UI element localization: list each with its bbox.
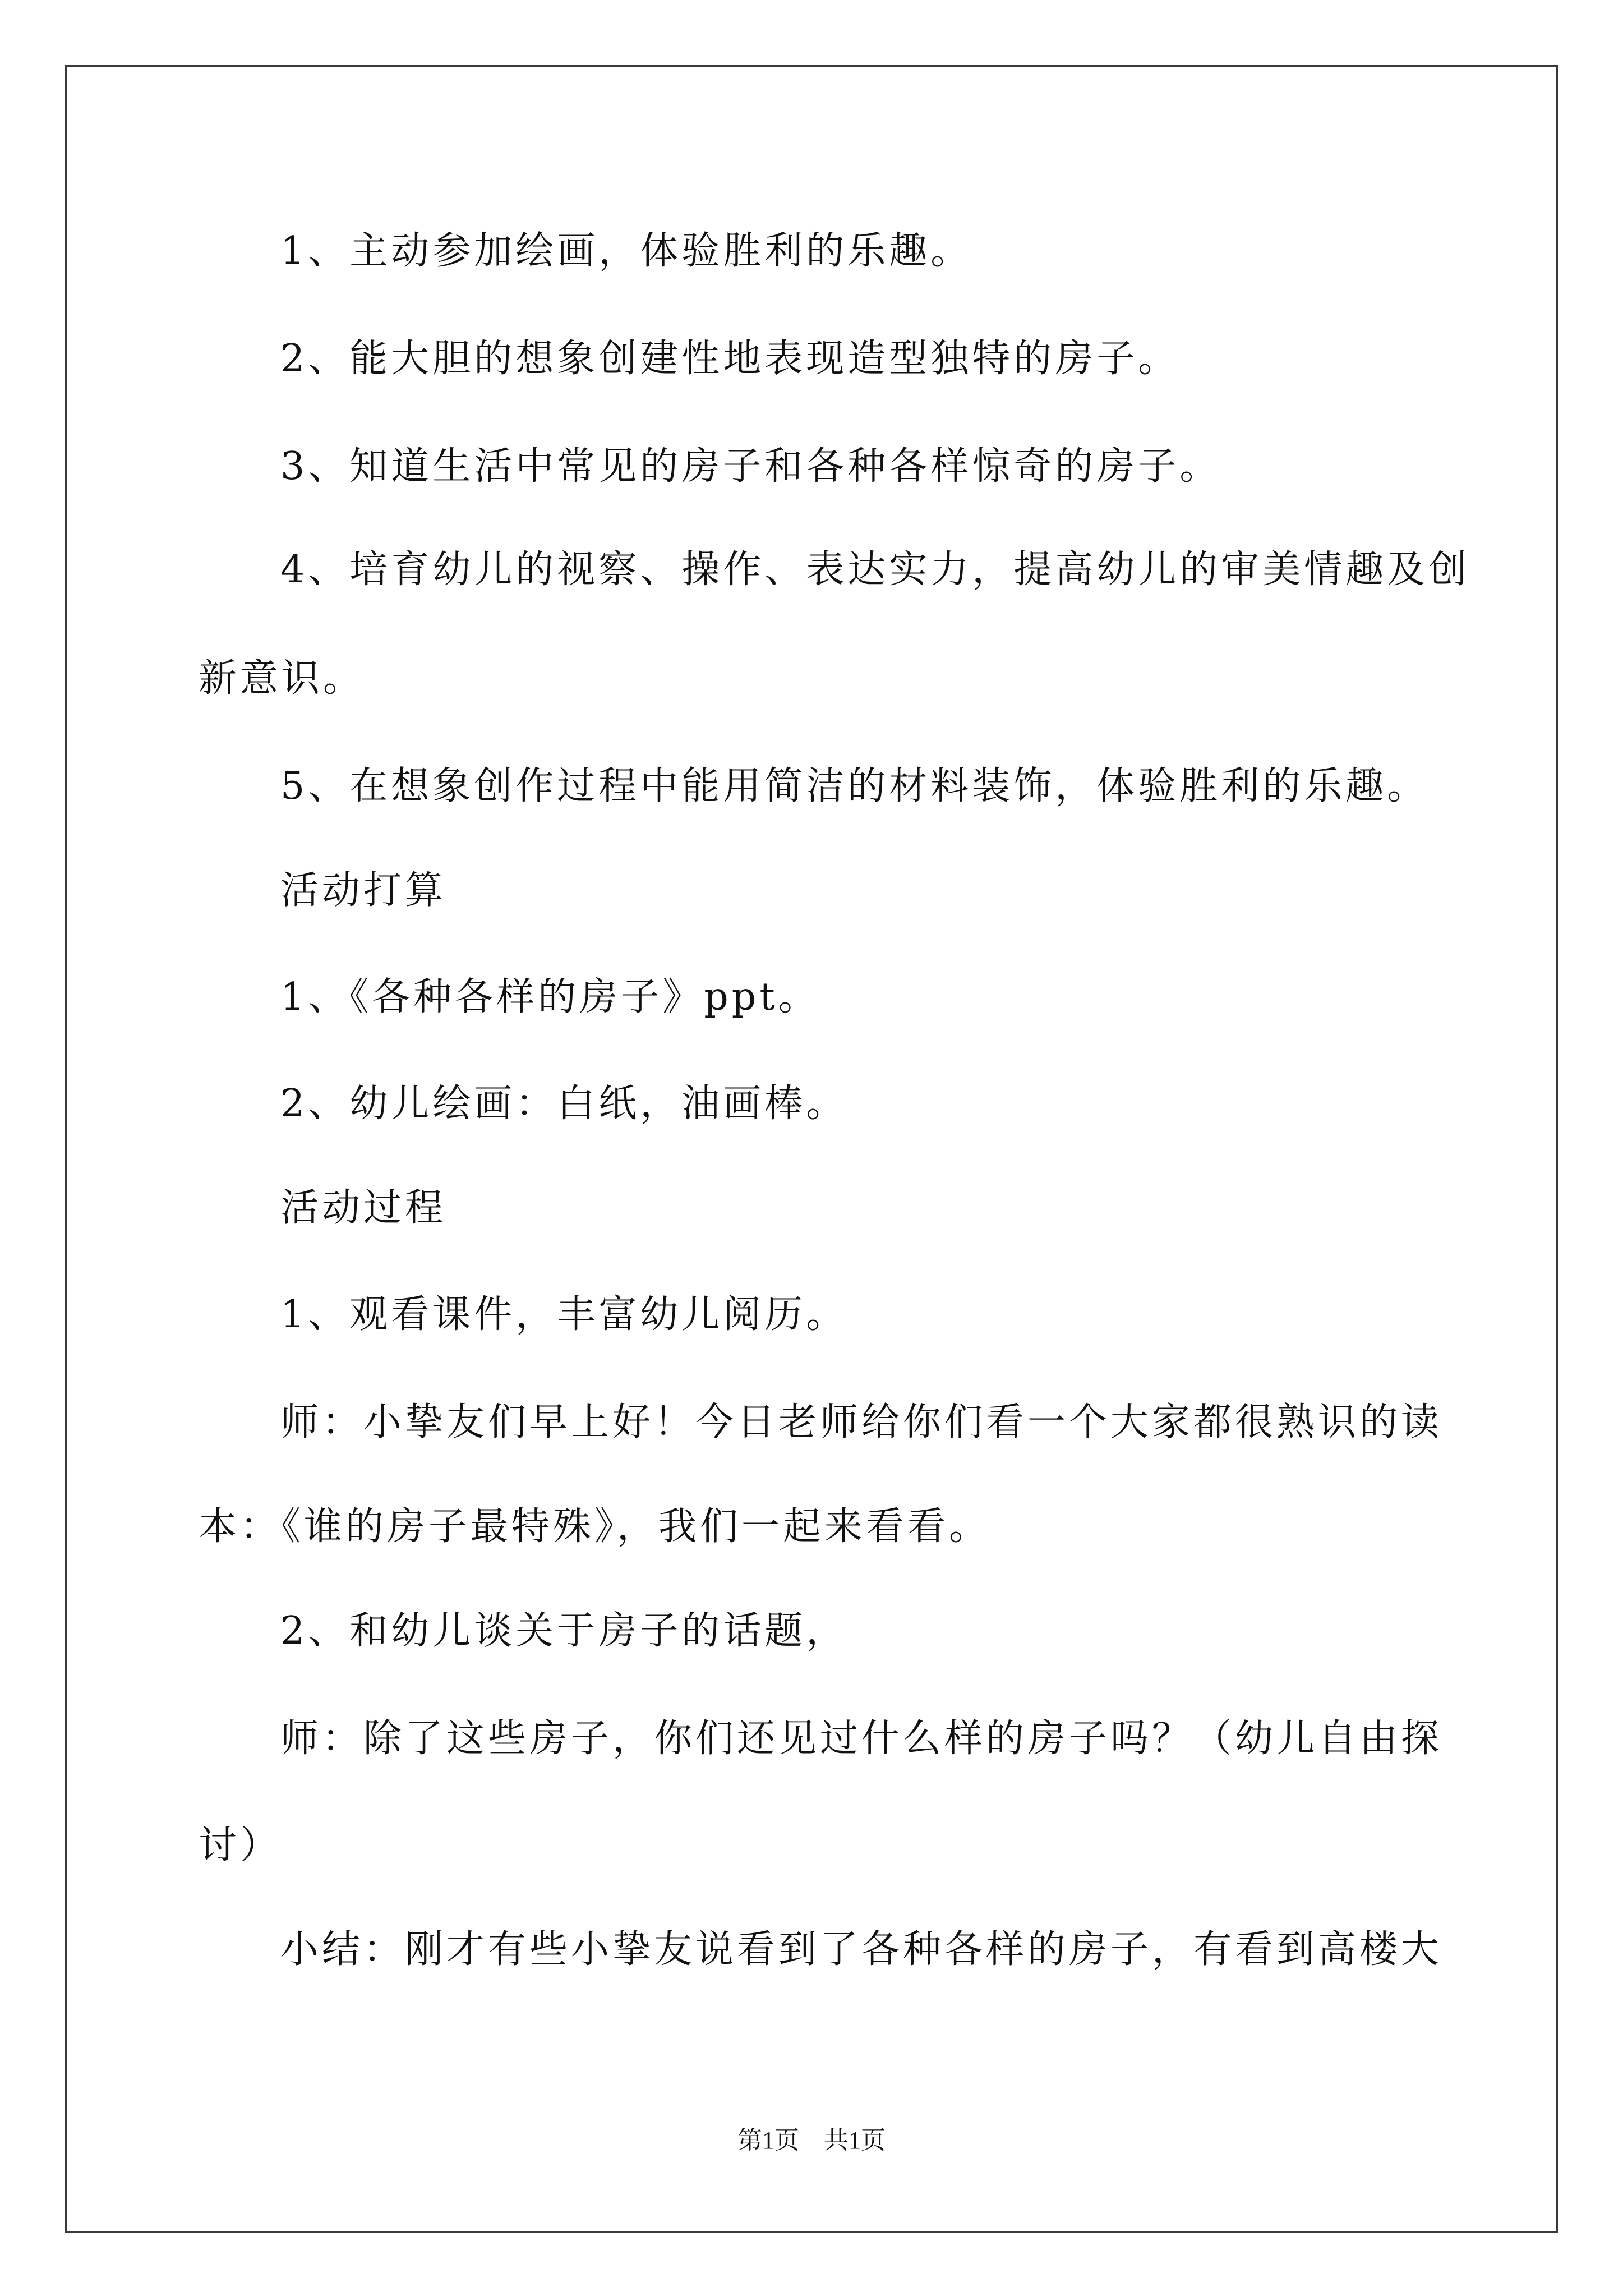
objective-2: 2、能大胆的想象创建性地表现造型独特的房子。 bbox=[280, 337, 1180, 381]
teacher-dialogue-2-line-1: 师：除了这些房子，你们还见过什么样的房子吗？（幼儿自由探 bbox=[280, 1717, 1443, 1761]
page-footer: 第1页 共1页 bbox=[737, 2127, 886, 2154]
section-heading-process: 活动过程 bbox=[280, 1186, 447, 1230]
objective-5: 5、在想象创作过程中能用简洁的材料装饰，体验胜利的乐趣。 bbox=[280, 764, 1429, 808]
page-border bbox=[65, 65, 1558, 2233]
objective-1: 1、主动参加绘画，体验胜利的乐趣。 bbox=[280, 229, 972, 273]
section-heading-preparation: 活动打算 bbox=[280, 868, 447, 913]
summary-line-1: 小结：刚才有些小挚友说看到了各种各样的房子，有看到高楼大 bbox=[280, 1927, 1443, 1972]
process-step-2: 2、和幼儿谈关于房子的话题， bbox=[280, 1609, 848, 1653]
preparation-item-2: 2、幼儿绘画：白纸，油画棒。 bbox=[280, 1082, 848, 1126]
objective-3: 3、知道生活中常见的房子和各种各样惊奇的房子。 bbox=[280, 444, 1221, 489]
objective-4-line-2: 新意识。 bbox=[199, 656, 365, 701]
teacher-dialogue-1-line-1: 师：小挚友们早上好！今日老师给你们看一个大家都很熟识的读 bbox=[280, 1400, 1443, 1444]
teacher-dialogue-2-line-2: 讨） bbox=[199, 1823, 282, 1867]
objective-4-line-1: 4、培育幼儿的视察、操作、表达实力，提高幼儿的审美情趣及创 bbox=[280, 547, 1470, 592]
process-step-1: 1、观看课件，丰富幼儿阅历。 bbox=[280, 1292, 848, 1337]
teacher-dialogue-1-line-2: 本：《谁的房子最特殊》，我们一起来看看。 bbox=[199, 1504, 991, 1549]
preparation-item-1: 1、《各种各样的房子》ppt。 bbox=[280, 975, 820, 1019]
